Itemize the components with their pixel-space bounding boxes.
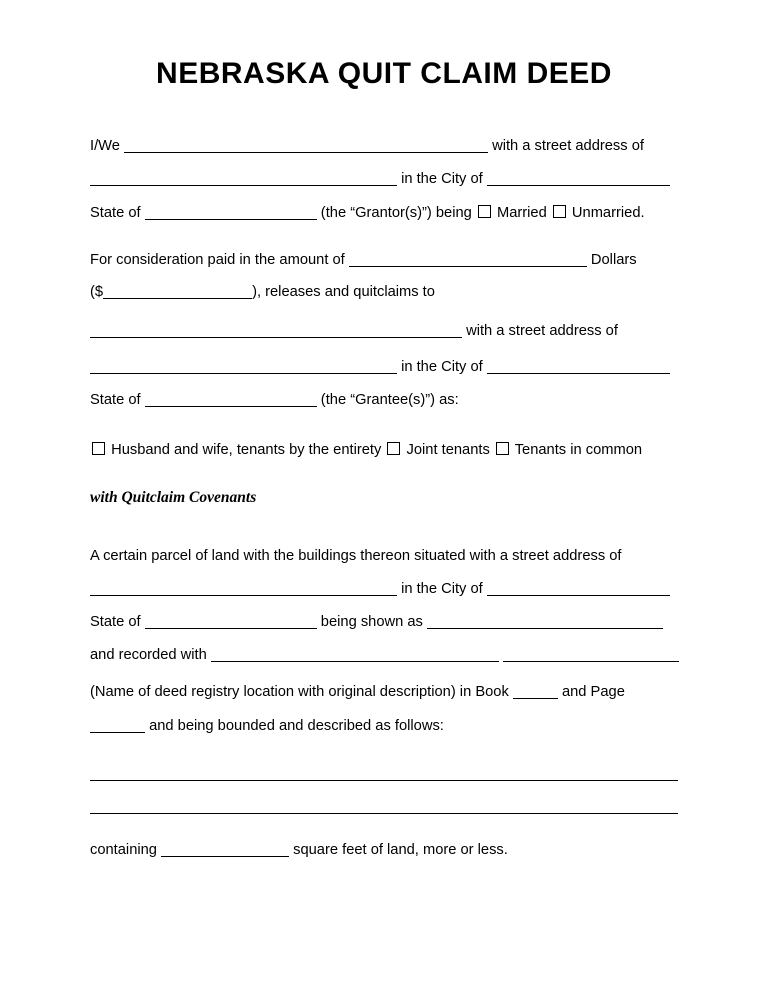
grantee-state-line-text-0: State of (90, 392, 145, 408)
property-intro-line (90, 546, 688, 566)
page-bounded-line (90, 716, 688, 736)
tenancy-options-line-text-5: Tenants in common (510, 442, 643, 458)
consideration-numeric-line-text-0: ($ (90, 284, 104, 300)
tenancy-options-line-text-1: Husband and wife, tenants by the entirety (107, 442, 386, 458)
grantor-state-line (90, 203, 688, 223)
square-feet-field[interactable] (161, 843, 289, 857)
grantor-state-line-text-6: Unmarried. (567, 205, 645, 221)
deed-registry-field[interactable] (211, 648, 499, 662)
covenants-line-text-0: with Quitclaim Covenants (90, 489, 257, 506)
grantor-name-line-text-2: with a street address of (488, 138, 644, 154)
grantor-street-address-field[interactable] (90, 172, 397, 186)
consideration-line-text-0: For consideration paid in the amount of (90, 252, 349, 268)
page-bounded-line-text-1: and being bounded and described as follows: (145, 718, 444, 734)
unmarried-checkbox[interactable] (553, 205, 566, 218)
square-feet-line-text-0: containing (90, 842, 162, 858)
grantor-name-line (90, 136, 688, 156)
recorded-with-line (90, 645, 688, 665)
legal-description-field-2[interactable] (90, 800, 678, 814)
registry-book-line-text-0: (Name of deed registry location with original description) in Book (90, 684, 513, 700)
description-line-2 (90, 797, 688, 817)
description-line-1 (90, 764, 688, 784)
husband-wife-entirety-checkbox[interactable] (92, 442, 105, 455)
grantee-name-line (90, 321, 688, 341)
legal-description-field-1[interactable] (90, 767, 678, 781)
property-street-address-field[interactable] (90, 582, 397, 596)
property-address-line-text-1: in the City of (397, 581, 487, 597)
grantee-name-line-text-1: with a street address of (462, 323, 618, 339)
grantee-address-line-text-1: in the City of (397, 359, 487, 375)
property-state-line (90, 612, 688, 632)
page-number-field[interactable] (90, 719, 145, 733)
consideration-amount-numeric-field[interactable] (103, 285, 252, 299)
book-number-field[interactable] (513, 685, 558, 699)
grantor-state-line-text-0: State of (90, 205, 145, 221)
consideration-numeric-line (90, 282, 688, 302)
married-checkbox[interactable] (478, 205, 491, 218)
shown-as-field[interactable] (427, 615, 663, 629)
grantor-address-line (90, 169, 688, 189)
property-address-line (90, 579, 688, 599)
grantor-city-field[interactable] (487, 172, 670, 186)
joint-tenants-checkbox[interactable] (387, 442, 400, 455)
consideration-line (90, 250, 688, 270)
grantor-state-line-text-2: (the “Grantor(s)”) being (316, 205, 476, 221)
deed-registry-field-2[interactable] (503, 648, 679, 662)
registry-book-line-text-2: and Page (557, 684, 625, 700)
grantor-state-field[interactable] (145, 206, 317, 220)
property-state-field[interactable] (145, 615, 317, 629)
property-intro-line-text-0: A certain parcel of land with the buildings thereon situated with a street address of (90, 548, 622, 564)
consideration-numeric-line-text-2: ), releases and quitclaims to (252, 284, 435, 300)
square-feet-line-text-2: square feet of land, more or less. (289, 842, 508, 858)
grantee-state-field[interactable] (145, 393, 317, 407)
grantor-state-line-text-4: Married (492, 205, 551, 221)
tenancy-options-line-text-3: Joint tenants (402, 442, 494, 458)
page-title: NEBRASKA QUIT CLAIM DEED (156, 57, 612, 90)
property-state-line-text-2: being shown as (316, 614, 427, 630)
tenancy-options-line (90, 440, 688, 460)
tenants-in-common-checkbox[interactable] (496, 442, 509, 455)
grantor-name-line-text-0: I/We (90, 138, 125, 154)
grantee-state-line (90, 390, 688, 410)
covenants-line (90, 488, 688, 508)
square-feet-line (90, 840, 688, 860)
grantor-address-line-text-1: in the City of (397, 171, 487, 187)
recorded-with-line-text-0: and recorded with (90, 647, 211, 663)
grantee-street-address-field[interactable] (90, 360, 397, 374)
grantee-city-field[interactable] (487, 360, 670, 374)
grantor-names-field[interactable] (124, 139, 488, 153)
grantee-names-field[interactable] (90, 324, 462, 338)
property-state-line-text-0: State of (90, 614, 145, 630)
grantee-address-line (90, 357, 688, 377)
registry-book-line (90, 682, 688, 702)
consideration-amount-words-field[interactable] (349, 253, 587, 267)
grantee-state-line-text-2: (the “Grantee(s)”) as: (316, 392, 459, 408)
property-city-field[interactable] (487, 582, 670, 596)
consideration-line-text-2: Dollars (586, 252, 637, 268)
